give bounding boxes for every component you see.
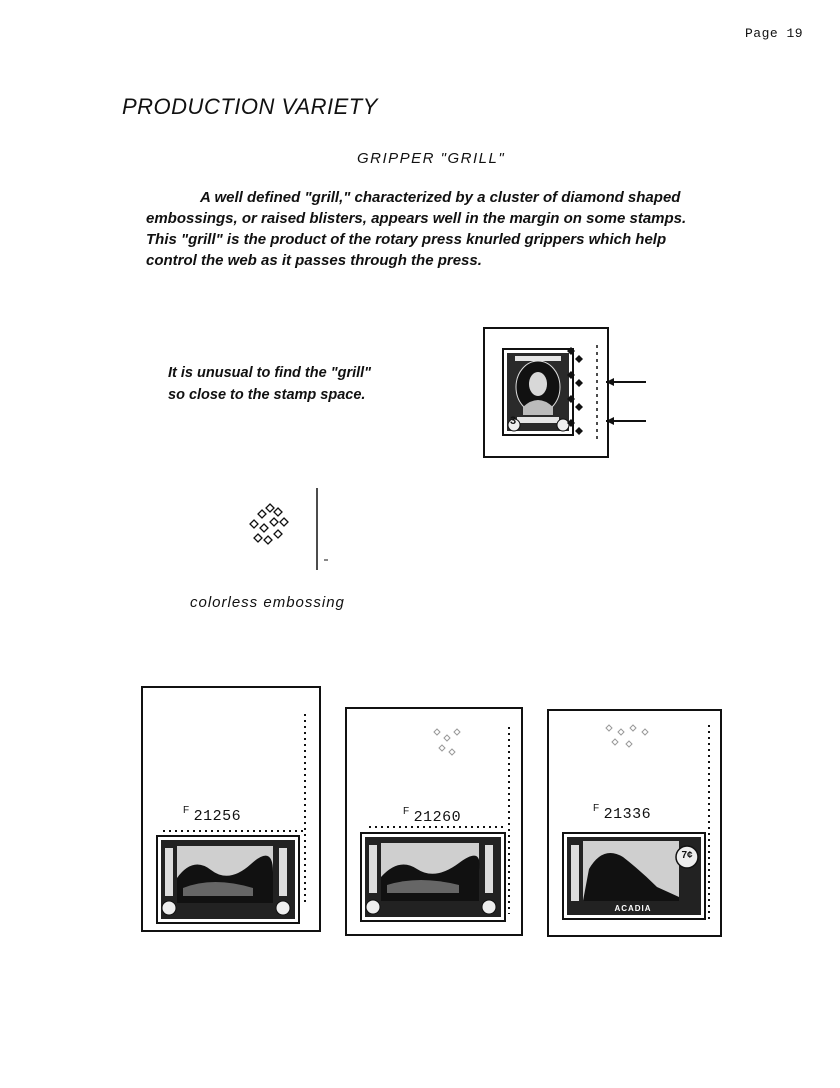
description-paragraph <box>146 187 746 271</box>
page-title: PRODUCTION VARIETY <box>122 94 378 119</box>
stamp-3c-denomination: 3 <box>509 415 517 427</box>
page-number: Page 19 <box>745 26 804 41</box>
stamp-3c-illustration <box>485 329 607 456</box>
plate-number-text: 21256 <box>193 808 242 825</box>
grill-marks <box>434 729 460 755</box>
arrow-upper-head <box>606 378 614 386</box>
stamp-illustration-1 <box>143 688 319 930</box>
paragraph-line: This "grill" is the product of the rotary press knurled grippers which help <box>146 231 667 248</box>
park-name: ACADIA <box>614 904 652 913</box>
diamond-embossing-pattern <box>250 504 288 544</box>
note-line: It is unusual to find the "grill" <box>168 365 372 381</box>
paragraph-line: A well defined "grill," characterized by a cluster of diamond shaped <box>200 189 681 206</box>
arrow-lower-head <box>606 417 614 425</box>
embossing-illustration <box>244 488 334 578</box>
side-note <box>168 362 371 406</box>
plate-block-1 <box>141 686 321 932</box>
stamp-illustration-2 <box>347 709 521 934</box>
plate-number-text: 21336 <box>603 806 652 823</box>
paragraph-line: control the web as it passes through the press. <box>146 252 482 269</box>
grill-marks <box>606 725 648 747</box>
plate-number-text: 21260 <box>413 809 462 826</box>
plate-prefix: F <box>183 805 190 816</box>
plate-prefix: F <box>593 803 600 814</box>
plate-block-2 <box>345 707 523 936</box>
paragraph-line: embossings, or raised blisters, appears well in the margin on some stamps. <box>146 210 687 227</box>
stamp-denomination: 7¢ <box>681 850 693 861</box>
section-subtitle: GRIPPER "GRILL" <box>357 150 506 167</box>
stamp-illustration-3 <box>549 711 720 935</box>
pointer-arrows <box>600 366 660 426</box>
plate-prefix: F <box>403 806 410 817</box>
embossing-caption: colorless embossing <box>190 594 345 611</box>
plate-block-3 <box>547 709 722 937</box>
stamp-3c-frame <box>483 327 609 458</box>
note-line: so close to the stamp space. <box>168 387 366 403</box>
